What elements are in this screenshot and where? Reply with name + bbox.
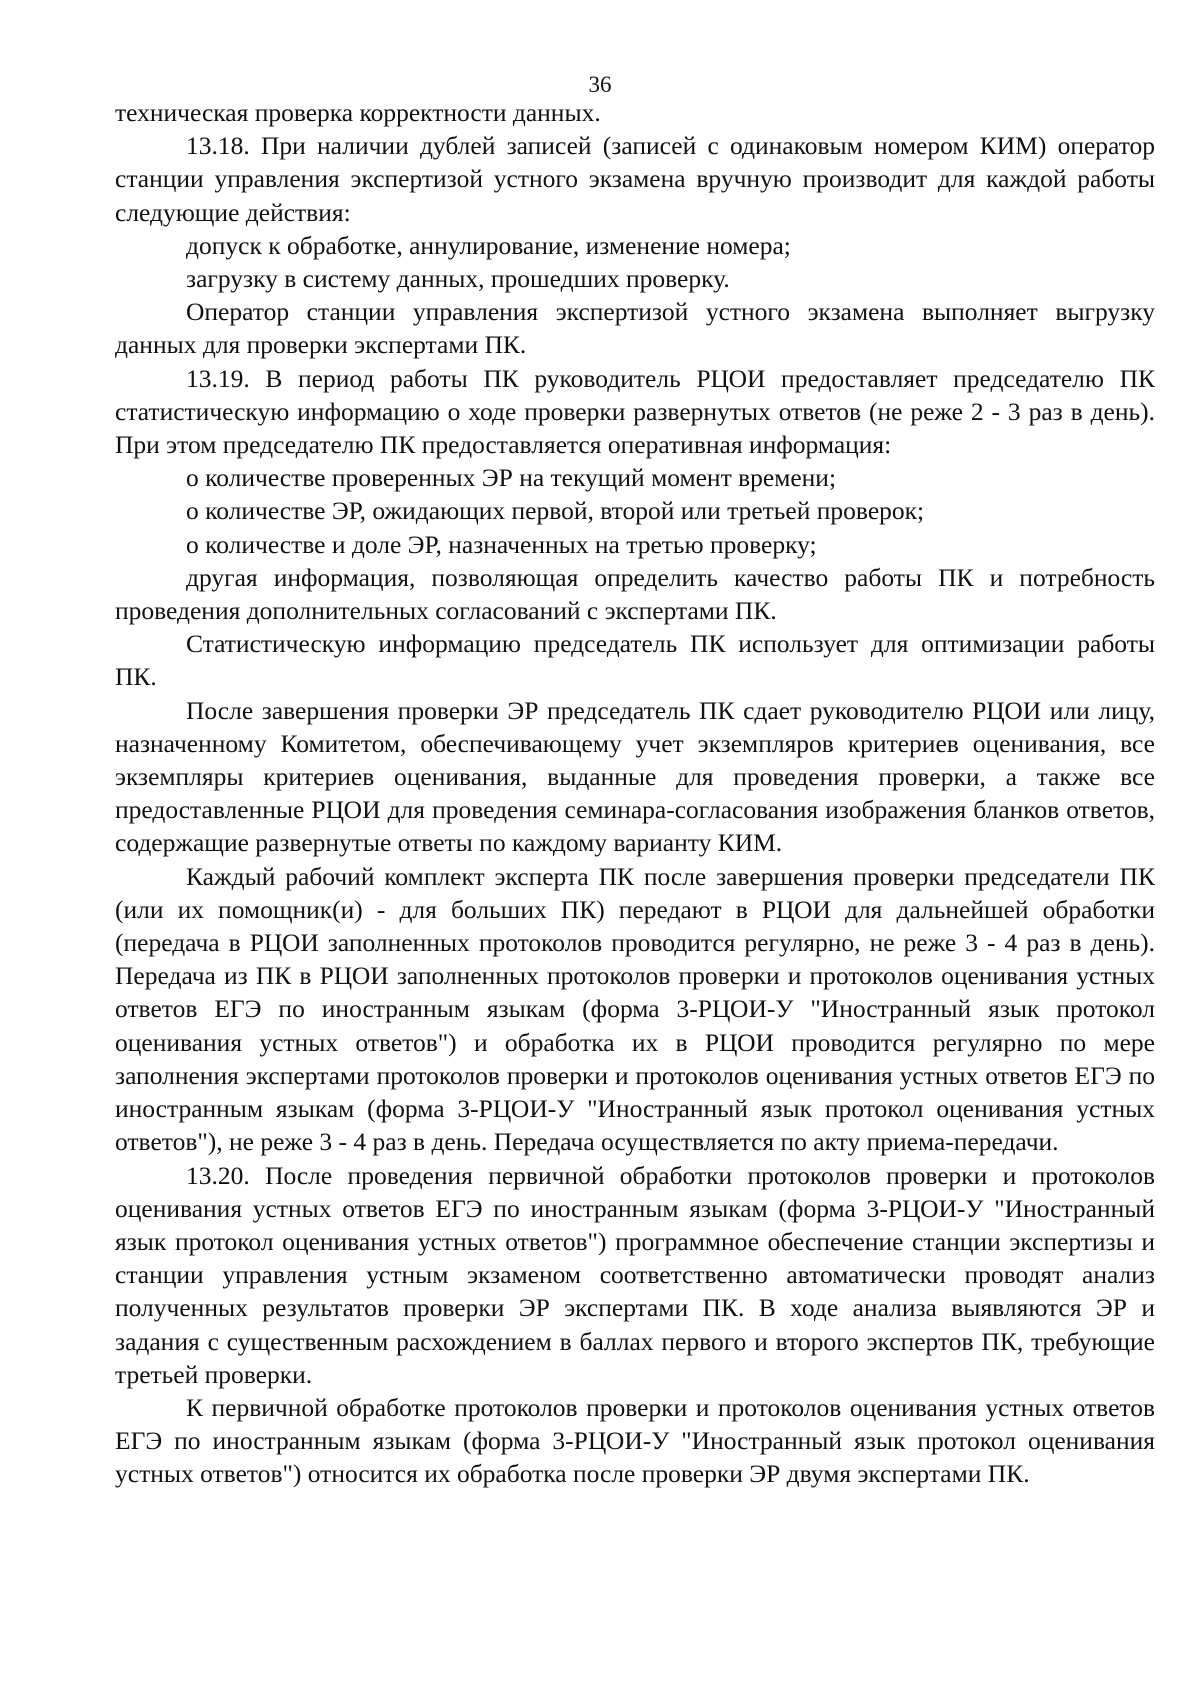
- list-item: о количестве и доле ЭР, назначенных на третью проверку;: [186, 529, 817, 559]
- list-item: допуск к обработке, аннулирование, изменение номера;: [186, 230, 791, 260]
- paragraph: Каждый рабочий комплект эксперта ПК после завершения проверки председатели ПК (или их помощник(и) - для больших ПК) передают в РЦОИ для дальнейшей обработки (передача в РЦОИ заполненных протоколов проводится регулярно, не реже 3 - 4 раз в день). Передача из ПК в РЦОИ заполненных протоколов проверки и протоколов оценивания устных ответов ЕГЭ по иностранным языкам (форма 3-РЦОИ-У "Иностранный язык протокол оценивания устных ответов") и обработка их в РЦОИ проводится регулярно по мере заполнения экспертами протоколов проверки и протоколов оценивания устных ответов ЕГЭ по иностранным языкам (форма 3-РЦОИ-У "Иностранный язык протокол оценивания устных ответов"), не реже 3 - 4 раз в день. Передача осуществляется по акту приема-передачи.: [115, 861, 1155, 1157]
- paragraph: 13.18. При наличии дублей записей (записей с одинаковым номером КИМ) оператор станции управления экспертизой устного экзамена вручную производит для каждой работы следующие действия:: [115, 131, 1155, 227]
- paragraph: Оператор станции управления экспертизой устного экзамена выполняет выгрузку данных для проверки экспертами ПК.: [115, 297, 1155, 360]
- paragraph: техническая проверка корректности данных.: [115, 98, 601, 127]
- paragraph: Статистическую информацию председатель ПК использует для оптимизации работы ПК.: [115, 629, 1155, 692]
- paragraph: После завершения проверки ЭР председатель ПК сдает руководителю РЦОИ или лицу, назначенному Комитетом, обеспечивающему учет экземпляров критериев оценивания, все экземпляры критериев оценивания, выданные для проведения проверки, а также все предоставленные РЦОИ для проведения семинара-согласования изображения бланков ответов, содержащие развернутые ответы по каждому варианту КИМ.: [115, 695, 1155, 858]
- paragraph: 13.19. В период работы ПК руководитель РЦОИ предоставляет председателю ПК статистическую информацию о ходе проверки развернутых ответов (не реже 2 - 3 раз в день). При этом председателю ПК предоставляется оперативная информация:: [115, 363, 1155, 460]
- paragraph: 13.20. После проведения первичной обработки протоколов проверки и протоколов оценивания устных ответов ЕГЭ по иностранным языкам (форма 3-РЦОИ-У "Иностранный язык протокол оценивания устных ответов") программное обеспечение станции экспертизы и станции управления устным экзаменом соответственно автоматически проводят анализ полученных результатов проверки ЭР экспертами ПК. В ходе анализа выявляются ЭР и задания с существенным расхождением в баллах первого и второго экспертов ПК, требующие третьей проверки.: [115, 1160, 1155, 1389]
- list-item: загрузку в систему данных, прошедших проверку.: [186, 264, 730, 294]
- list-item: о количестве проверенных ЭР на текущий момент времени;: [186, 463, 837, 493]
- list-item: о количестве ЭР, ожидающих первой, второй или третьей проверок;: [186, 496, 925, 526]
- document-body: [115, 96, 1155, 1491]
- page-number: 36: [588, 72, 612, 97]
- paragraph: К первичной обработке протоколов проверки и протоколов оценивания устных ответов ЕГЭ по иностранным языкам (форма 3-РЦОИ-У "Иностранный язык протокол оценивания устных ответов") относится их обработка после проверки ЭР двумя экспертами ПК.: [115, 1392, 1155, 1489]
- list-item: другая информация, позволяющая определить качество работы ПК и потребность проведения дополнительных согласований с экспертами ПК.: [115, 562, 1155, 626]
